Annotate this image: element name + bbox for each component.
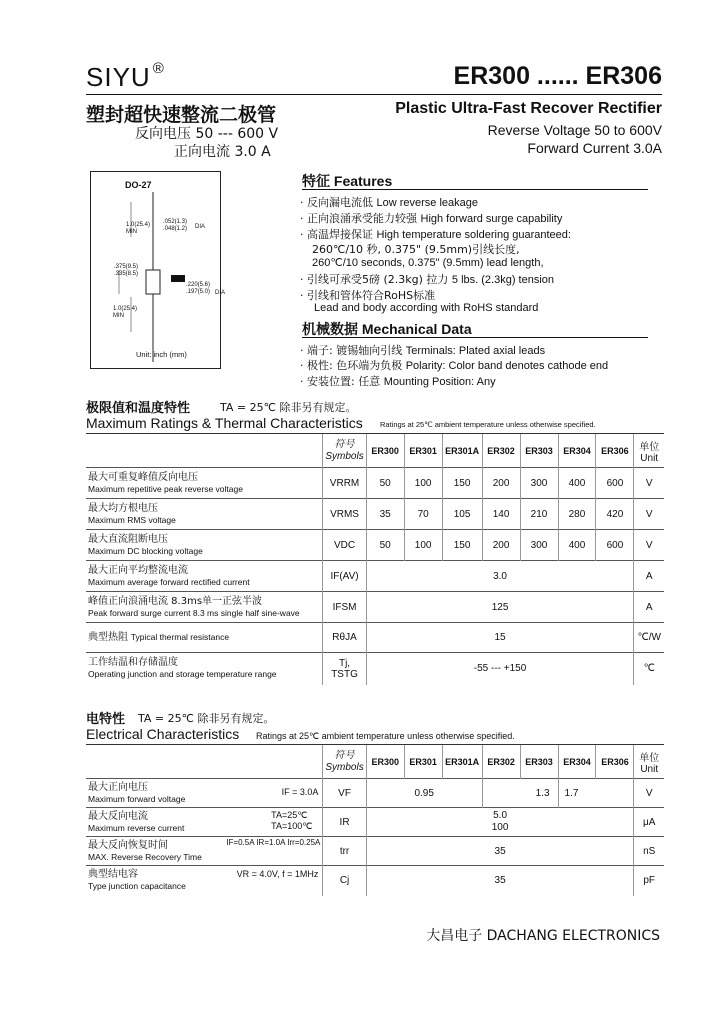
max-ratings-heading-cn: 极限值和温度特性 — [86, 401, 191, 416]
mechanical-underline — [302, 337, 648, 338]
max-ratings-table — [86, 433, 664, 685]
package-name: DO-27 — [125, 180, 152, 190]
mechanical-item: · 端子: 镀锡轴向引线 Terminals: Plated axial leads — [300, 344, 546, 357]
table-row: 最大正向平均整流电流 Maximum average forward rectified current IF(AV) 3.0 A — [86, 561, 664, 592]
electrical-ta: TA = 25℃ 除非另有规定。 — [138, 712, 275, 725]
electrical-note: Ratings at 25℃ ambient temperature unless otherwise specified. — [256, 731, 515, 741]
brand-logo: SIYU ® — [86, 60, 165, 92]
max-ratings-ta: TA = 25℃ 除非另有规定。 — [220, 401, 357, 414]
table-row: 工作结温和存储温度 Operating junction and storage temperature range Tj, TSTG -55 --- +150 ℃ — [86, 653, 664, 685]
feature-item: · 引线可承受5磅 (2.3kg) 拉力 5 lbs. (2.3kg) tension — [300, 273, 555, 286]
dim-lead-dia-label: DIA — [195, 224, 206, 230]
cn-voltage: 反向电压 50 --- 600 V — [135, 126, 279, 142]
table-row: 典型热阻 Typical thermal resistance RθJA 15 ℃/W — [86, 623, 664, 653]
table-header-row: 符号 Symbols ER300 ER301 ER301A ER302 ER303 ER304 ER306 单位 Unit — [86, 745, 664, 779]
dim-body-dia: .220(5.6) .197(5.0) — [186, 282, 211, 295]
feature-item: · 高温焊接保证 High temperature soldering guaranteed: — [300, 228, 571, 241]
mechanical-item: · 安装位置: 任意 Mounting Position: Any — [300, 375, 496, 388]
part-range-title: ER300 ...... ER306 — [453, 62, 662, 90]
mechanical-item: · 极性: 色环端为负极 Polarity: Color band denotes cathode end — [300, 359, 609, 372]
dim-lead-top: 1.0(25.4) MIN — [126, 222, 151, 235]
dim-lead-dia: .052(1.3) .048(1.2) — [163, 219, 188, 232]
en-current: Forward Current 3.0A — [527, 140, 662, 156]
en-voltage: Reverse Voltage 50 to 600V — [487, 122, 662, 138]
feature-item: · 正向浪涌承受能力较强 High forward surge capability — [300, 212, 563, 225]
dim-body-dia-label: DIA — [215, 290, 226, 296]
table-row: 最大反向恢复时间 MAX. Reverse Recovery Time IF=0.5A IR=1.0A Irr=0.25A trr 35 nS — [86, 837, 664, 866]
cn-title: 塑封超快速整流二极管 — [86, 104, 277, 126]
table-row: 最大均方根电压 Maximum RMS voltage VRMS 35 70 105 140 210 280 420 V — [86, 499, 664, 530]
table-row: 最大反向电流 Maximum reverse current TA=25℃ TA=100℃ IR 5.0 100 μA — [86, 808, 664, 837]
feature-item: · 反向漏电流低 Low reverse leakage — [300, 196, 479, 209]
package-outline — [90, 171, 226, 369]
features-underline — [302, 189, 648, 190]
features-heading: 特征 Features — [302, 173, 393, 190]
table-row: 最大正向电压 Maximum forward voltage IF = 3.0A VF 0.95 1.3 1.7 V — [86, 779, 664, 808]
company-footer: 大昌电子 DACHANG ELECTRONICS — [426, 928, 660, 944]
dim-body-length: .375(9.5) .335(8.5) — [114, 264, 139, 277]
table-row: 最大直流阻断电压 Maximum DC blocking voltage VDC 50 100 150 200 300 400 600 V — [86, 530, 664, 561]
feature-item: · 引线和管体符合RoHS标准 — [300, 289, 436, 302]
cn-current: 正向电流 3.0 A — [174, 144, 271, 160]
max-ratings-heading-en: Maximum Ratings & Thermal Characteristics — [86, 415, 363, 431]
table-row: 典型结电容 Type junction capacitance VR = 4.0V, f = 1MHz Cj 35 pF — [86, 866, 664, 896]
table-row: 最大可重复峰值反向电压 Maximum repetitive peak reverse voltage VRRM 50 100 150 200 300 400 600 V — [86, 468, 664, 499]
feature-item: 260℃/10 seconds, 0.375" (9.5mm) lead length, — [312, 257, 544, 269]
header-divider — [86, 94, 662, 95]
mechanical-heading: 机械数据 Mechanical Data — [302, 321, 472, 338]
table-header-row: 符号 Symbols ER300 ER301 ER301A ER302 ER303 ER304 ER306 单位 Unit — [86, 434, 664, 468]
package-diagram — [91, 172, 220, 368]
electrical-heading-cn: 电特性 — [86, 712, 126, 727]
dim-lead-bottom: 1.0(25.4) MIN — [113, 306, 138, 319]
en-title: Plastic Ultra-Fast Recover Rectifier — [395, 100, 662, 117]
max-ratings-note: Ratings at 25℃ ambient temperature unless otherwise specified. — [380, 420, 596, 429]
feature-item: 260℃/10 秒, 0.375" (9.5mm)引线长度, — [312, 243, 520, 256]
feature-item: Lead and body according with RoHS standard — [314, 302, 539, 314]
table-row: 峰值正向浪涌电流 8.3ms单一正弦半波 Peak forward surge current 8.3 ms single half sine-wave IFSM 125 A — [86, 592, 664, 623]
electrical-table — [86, 744, 664, 896]
package-unit: Unit: inch (mm) — [136, 350, 187, 359]
electrical-heading-en: Electrical Characteristics — [86, 726, 240, 742]
